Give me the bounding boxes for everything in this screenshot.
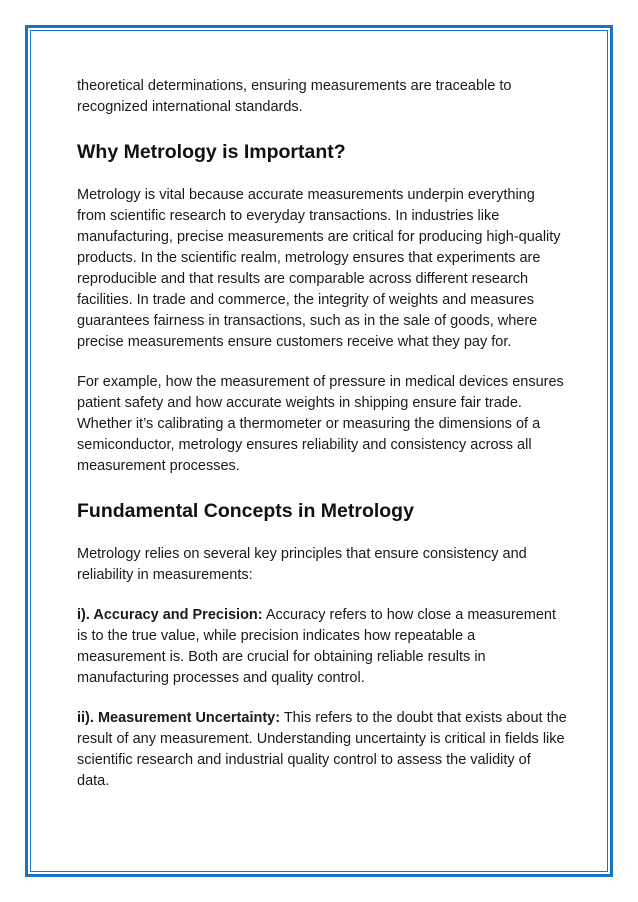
- concept-item-text: This refers to the doubt that exists about the result of any measurement. Understanding uncertainty is critical in fields like scientific research and industrial quality control to assess the validity of data.: [77, 710, 567, 789]
- intro-tail-paragraph: theoretical determinations, ensuring measurements are traceable to recognized international standards.: [77, 78, 512, 115]
- concept-item-label: i). Accuracy and Precision:: [77, 607, 263, 623]
- example-paragraph: For example, how the measurement of pressure in medical devices ensures patient safety and how accurate weights in shipping ensure fair trade. Whether it’s calibrating a thermometer or measuring the dimensions of a semiconductor, metrology ensures reliability and consistency across all measurement processes.: [77, 374, 564, 474]
- why-metrology-heading: Why Metrology is Important?: [77, 141, 346, 163]
- concept-item-label: ii). Measurement Uncertainty:: [77, 710, 281, 726]
- importance-paragraph: Metrology is vital because accurate measurements underpin everything from scientific research to everyday transactions. In industries like manufacturing, precise measurements are critical for producing high-quality products. In the scientific realm, metrology ensures that experiments are reproducible and that results are comparable across different research facilities. In trade and commerce, the integrity of weights and measures guarantees fairness in transactions, such as in the sale of goods, where precise measurements ensure customers receive what they pay for.: [77, 187, 561, 350]
- concept-item-text: Accuracy refers to how close a measurement is to the true value, while precision indicates how repeatable a measurement is. Both are crucial for obtaining reliable results in manufacturing processes and quality control.: [77, 607, 556, 686]
- fundamental-concepts-heading: Fundamental Concepts in Metrology: [77, 500, 414, 522]
- concept-item-uncertainty: [77, 708, 567, 792]
- document-body: [77, 76, 567, 792]
- concept-item-accuracy: [77, 605, 567, 689]
- concepts-intro-paragraph: Metrology relies on several key principles that ensure consistency and reliability in measurements:: [77, 546, 527, 583]
